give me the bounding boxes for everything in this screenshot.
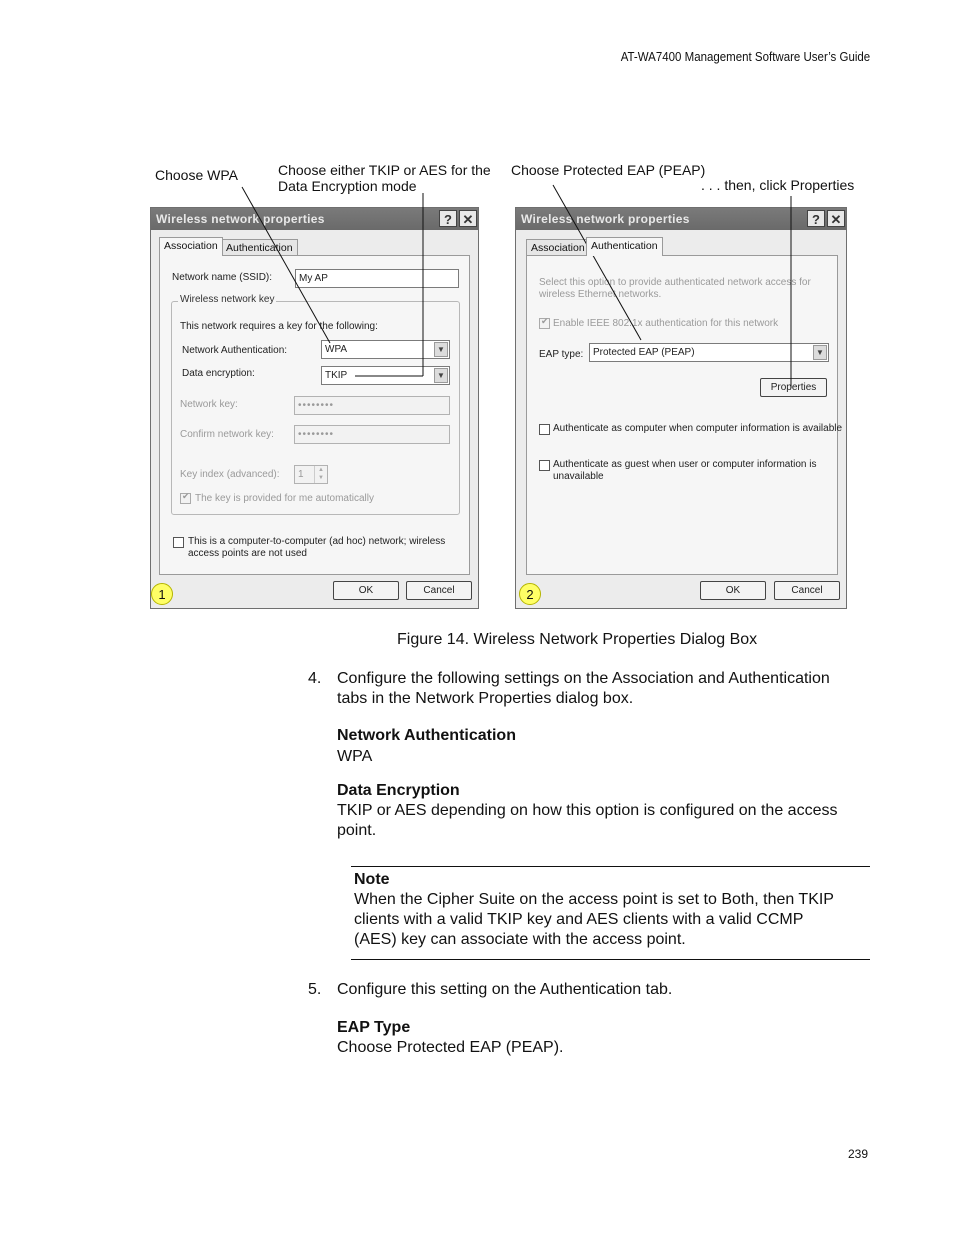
leader-line-peap [553, 185, 641, 340]
dialog-title: Wireless network properties [151, 208, 478, 230]
cancel-button[interactable]: Cancel [406, 581, 472, 600]
confirm-key-label: Confirm network key: [180, 429, 274, 440]
data-enc-line2: point. [337, 822, 377, 839]
data-enc-line1: TKIP or AES depending on how this option is configured on the access [337, 802, 838, 819]
data-enc-heading: Data Encryption [337, 782, 460, 799]
eap-type-instruction: Choose Protected EAP (PEAP). [337, 1039, 564, 1056]
close-button[interactable]: ✕ [459, 210, 477, 227]
key-required-text: This network requires a key for the following: [180, 321, 378, 332]
help-button[interactable]: ? [807, 210, 825, 227]
network-auth-label: Network Authentication: [182, 345, 288, 356]
adhoc-label-line2: access points are not used [188, 548, 307, 559]
enable-8021x-label: Enable IEEE 802.1x authentication for this network [553, 318, 779, 329]
running-header: AT-WA7400 Management Software User’s Guide [620, 50, 870, 64]
note-line3: (AES) key can associate with the access point. [354, 931, 686, 948]
tab-authentication[interactable]: Authentication [221, 239, 298, 256]
confirm-key-input[interactable]: •••••••• [294, 425, 450, 444]
step5-number: 5. [308, 981, 322, 998]
tab-association[interactable]: Association [526, 239, 590, 256]
callout-choose-peap: Choose Protected EAP (PEAP) [511, 162, 706, 178]
adhoc-label-line1: This is a computer-to-computer (ad hoc) network; wireless [188, 536, 446, 547]
step5-line1: Configure this setting on the Authentication tab. [337, 981, 673, 998]
key-index-value: 1 [298, 469, 304, 480]
callout-choose-tkip-line1: Choose either TKIP or AES for the [278, 162, 491, 178]
note-line2: clients with a valid TKIP key and AES clients with a valid CCMP [354, 911, 804, 928]
ok-button[interactable]: OK [700, 581, 766, 600]
step-badge-2: 2 [519, 583, 541, 605]
ssid-label: Network name (SSID): [172, 272, 273, 283]
auth-guest-label-line1: Authenticate as guest when user or computer information is [553, 459, 817, 470]
chevron-down-icon[interactable]: ▼ [813, 345, 827, 360]
auth-computer-label: Authenticate as computer when computer information is available [553, 423, 843, 434]
step4-number: 4. [308, 670, 322, 687]
auth-guest-label-line2: unavailable [553, 471, 604, 482]
tab-authentication[interactable]: Authentication [586, 237, 663, 256]
key-index-label: Key index (advanced): [180, 469, 280, 480]
auto-key-label: The key is provided for me automatically [195, 493, 374, 504]
leader-line-wpa [242, 187, 330, 343]
data-encryption-label: Data encryption: [182, 368, 255, 379]
note-bottom-rule [351, 959, 870, 960]
eap-type-heading: EAP Type [337, 1019, 411, 1036]
spinner-arrows-icon[interactable]: ▲ ▼ [314, 466, 327, 483]
note-heading: Note [354, 871, 390, 888]
network-auth-value: WPA [325, 344, 348, 355]
callout-click-properties: . . . then, click Properties [701, 177, 855, 193]
chevron-down-icon[interactable]: ▼ [434, 368, 448, 383]
callout-choose-tkip-line2: Data Encryption mode [278, 178, 417, 194]
note-text [354, 890, 834, 950]
checkmark-icon: ✔ [182, 491, 190, 501]
network-key-label: Network key: [180, 399, 238, 410]
eap-type-value: Protected EAP (PEAP) [593, 347, 695, 358]
dialog-title: Wireless network properties [516, 208, 846, 230]
callout-choose-wpa: Choose WPA [155, 167, 238, 183]
net-auth-heading: Network Authentication [337, 727, 516, 744]
figure-caption: Figure 14. Wireless Network Properties Dialog Box [397, 631, 758, 648]
close-button[interactable]: ✕ [827, 210, 845, 227]
checkmark-icon: ✔ [541, 316, 549, 326]
network-key-input[interactable]: •••••••• [294, 396, 450, 415]
net-auth-value: WPA [337, 748, 373, 765]
page-number: 239 [847, 1147, 868, 1161]
step4-line2: tabs in the Network Properties dialog box. [337, 690, 634, 707]
ssid-input[interactable]: My AP [295, 269, 459, 288]
ok-button[interactable]: OK [333, 581, 399, 600]
eap-type-label: EAP type: [539, 349, 584, 360]
tab-association[interactable]: Association [159, 237, 223, 256]
step4-text [337, 669, 830, 709]
chevron-down-icon[interactable]: ▼ [434, 342, 448, 357]
note-top-rule [351, 866, 870, 867]
step4-line1: Configure the following settings on the Association and Authentication [337, 670, 830, 687]
cancel-button[interactable]: Cancel [774, 581, 840, 600]
help-button[interactable]: ? [439, 210, 457, 227]
auth-intro-line2: wireless Ethernet networks. [539, 289, 662, 300]
group-title: Wireless network key [180, 294, 275, 305]
properties-button[interactable]: Properties [760, 378, 827, 397]
note-line1: When the Cipher Suite on the access point is set to Both, then TKIP [354, 891, 834, 908]
step-badge-1: 1 [151, 583, 173, 605]
data-encryption-value: TKIP [325, 370, 348, 381]
auth-intro-line1: Select this option to provide authenticated network access for [539, 277, 811, 288]
data-enc-text [337, 801, 837, 841]
